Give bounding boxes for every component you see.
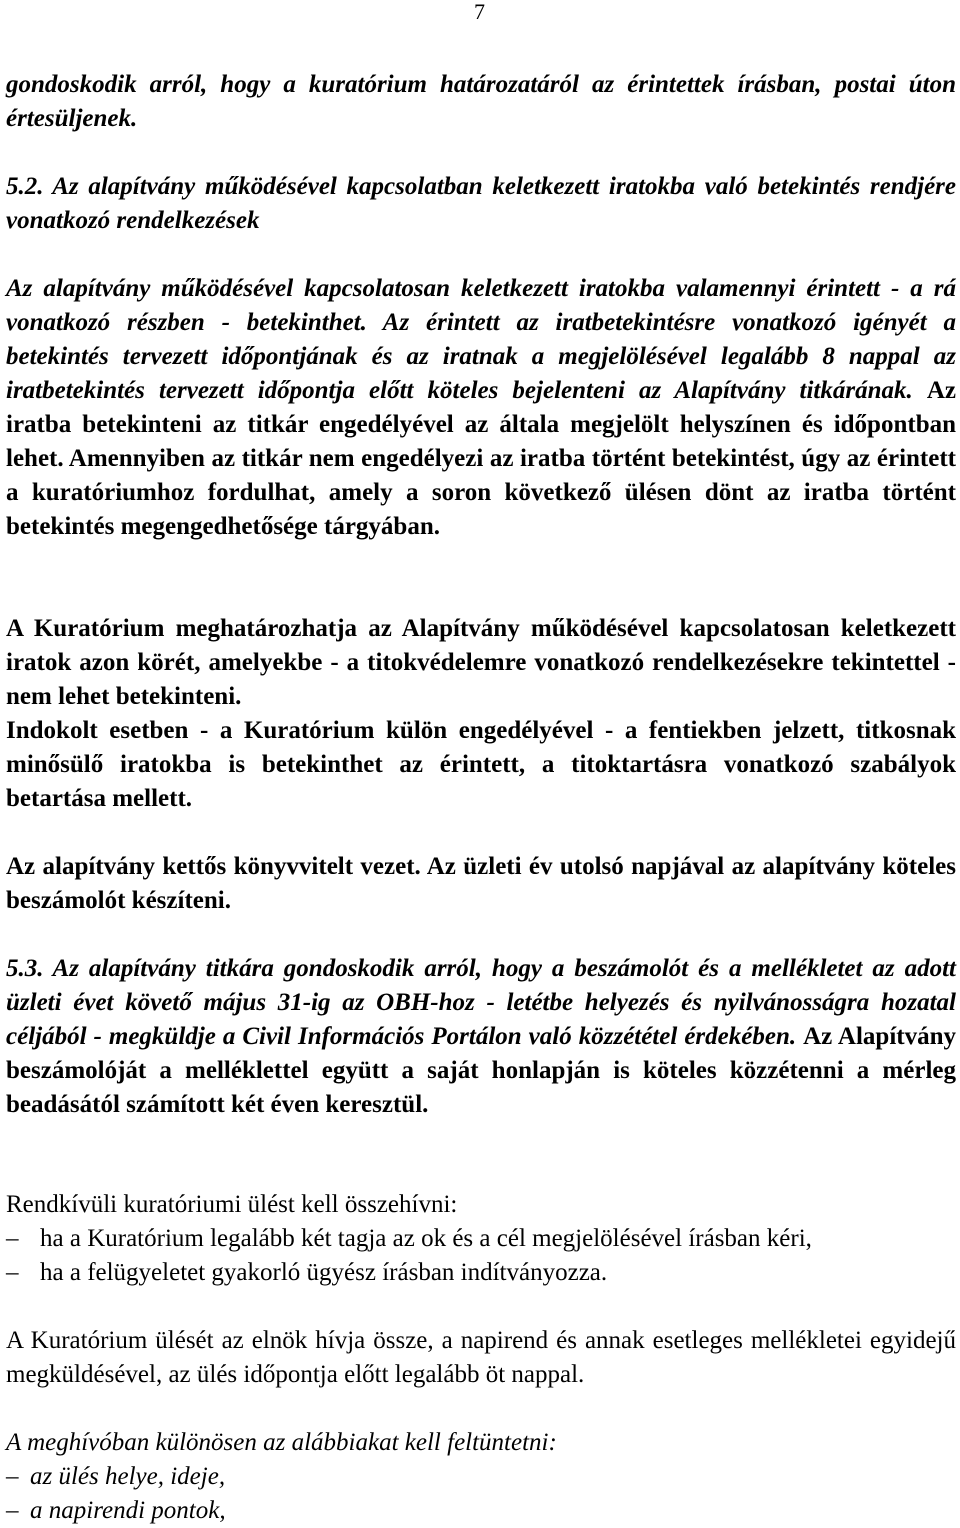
bookkeeping-paragraph: Az alapítvány kettős könyvvitelt vezet. Az üzleti év utolsó napjával az alapítvány köteles beszámolót készíteni. bbox=[6, 853, 956, 914]
confidential-documents-paragraph: Indokolt esetben - a Kuratórium külön engedélyével - a fentiekben jelzett, titkosnak minősülő iratokba is betekinthet az érintett, a titoktartásra vonatkozó szabályok betartása mellett. bbox=[6, 717, 956, 812]
page-number: 7 bbox=[474, 0, 485, 24]
section-5-3-paragraph bbox=[6, 952, 956, 1122]
list-item: – a napirendi pontok, bbox=[6, 1494, 956, 1528]
section-5-3-bold-text: Az Alapítvány beszámolóját a melléklettel együtt a saját honlapján is köteles közzétenni a mérleg beadásától számított két éven keresztül. bbox=[6, 1023, 956, 1118]
section-5-3-italic-text: 5.3. Az alapítvány titkára gondoskodik arról, hogy a beszámolót és a mellékletet az adott üzleti évet követő május 31-ig az OBH-hoz - letétbe helyezés és nyilvánosságra hozatal céljából - megküldje a Civil Információs Portálon való közzététel érdekében. bbox=[6, 955, 956, 1050]
list-item: – ha a Kuratórium legalább két tagja az ok és a cél megjelölésével írásban kéri, bbox=[6, 1222, 956, 1256]
list-item: – ha a felügyeletet gyakorló ügyész írásban indítványozza. bbox=[6, 1256, 956, 1290]
inspection-rules-paragraph bbox=[6, 272, 956, 544]
section-5-2-heading: 5.2. Az alapítvány működésével kapcsolatban keletkezett iratokba való betekintés rendjére vonatkozó rendelkezések bbox=[6, 173, 956, 234]
invitation-intro: A meghívóban különösen az alábbiakat kell feltüntetni: bbox=[6, 1429, 557, 1456]
inspection-rules-italic-text: Az alapítvány működésével kapcsolatosan keletkezett iratokba valamennyi érintett - a rá vonatkozó részben - betekinthet. Az érintett az iratbetekintésre vonatkozó igényét a betekintés tervezett időpontjának és az iratnak a megjelölésével legalább 8 nappal az iratbetekintés tervezett időpontja előtt köteles bejelenteni az Alapítvány titkárának. bbox=[6, 275, 956, 404]
restricted-documents-paragraph: A Kuratórium meghatározhatja az Alapítvány működésével kapcsolatosan keletkezett iratok azon körét, amelyekbe - a titokvédelemre vonatkozó rendelkezésekre tekintettel - nem lehet betekinteni. bbox=[6, 615, 956, 710]
extraordinary-meeting-list bbox=[6, 1222, 956, 1290]
intro-paragraph: gondoskodik arról, hogy a kuratórium határozatáról az érintettek írásban, postai úton értesüljenek. bbox=[6, 71, 956, 132]
meeting-convening-paragraph: A Kuratórium ülését az elnök hívja össze, a napirend és annak esetleges mellékletei egyidejű megküldésével, az ülés időpontja előtt legalább öt nappal. bbox=[6, 1327, 956, 1388]
extraordinary-meeting-block bbox=[6, 1188, 956, 1290]
extraordinary-meeting-intro: Rendkívüli kuratóriumi ülést kell összehívni: bbox=[6, 1191, 458, 1218]
list-item: – az ülés helye, ideje, bbox=[6, 1460, 956, 1494]
inspection-rules-bold-text: Az iratba betekinteni az titkár engedélyével az általa megjelölt helyszínen és időpontban lehet. Amennyiben az titkár nem engedélyezi az iratba történt betekintést, úgy az érintett a kuratóriumhoz fordulhat, amely a soron következő ülésen dönt az iratba történt betekintés megengedhetősége tárgyában. bbox=[6, 377, 956, 540]
invitation-block bbox=[6, 1426, 956, 1528]
invitation-list bbox=[6, 1460, 956, 1528]
